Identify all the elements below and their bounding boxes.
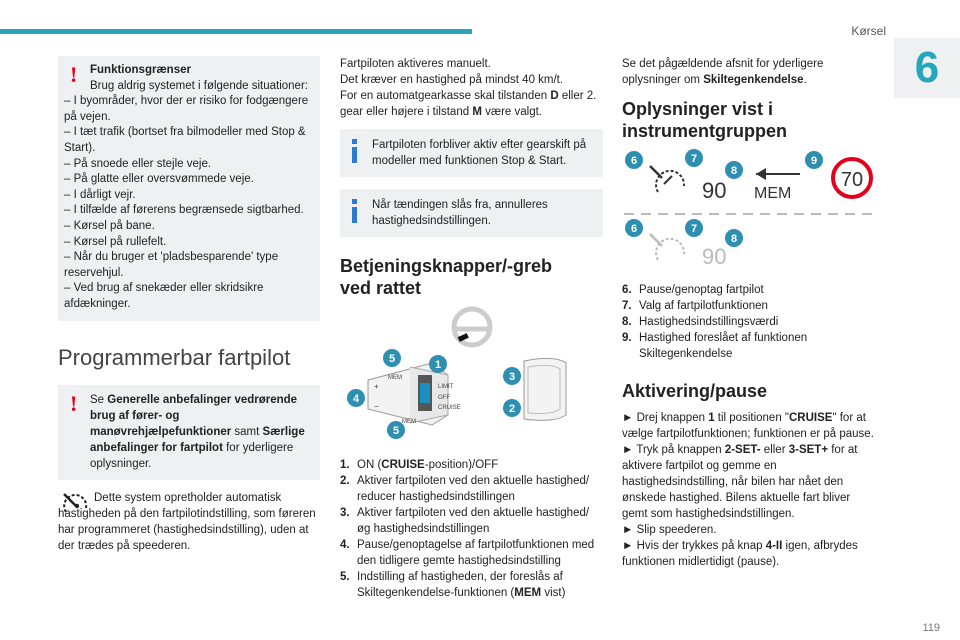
section-heading-display-info: Oplysninger vist i instrumentgruppen	[622, 99, 787, 141]
column-1	[58, 56, 320, 554]
top-accent-bar	[0, 29, 472, 34]
bold: CRUISE	[789, 412, 833, 424]
text: eller	[760, 444, 789, 456]
info-text: Fartpiloten forbliver aktiv efter gearskift på modeller med funktionen Stop & Start.	[372, 139, 587, 167]
callout-9: 9	[810, 155, 818, 167]
warning-line: – I tilfælde af førerens begrænsede sigtbarhed.	[64, 204, 304, 217]
item-text	[357, 569, 603, 601]
info-text: Når tændingen slås fra, annulleres hastighedsindstillingen.	[372, 199, 548, 227]
legend-item	[622, 282, 877, 298]
callout-4: 4	[352, 393, 360, 405]
warning-line: – Ved brug af snekæder eller skridsikre afdækninger.	[64, 282, 264, 310]
bold: 1	[708, 412, 715, 424]
legend-item	[340, 569, 603, 601]
text: Indstilling af hastigheden, der foreslås af Skiltegenkendelse-funktionen (	[357, 571, 563, 599]
limit-label: LIMIT	[438, 384, 454, 390]
info-icon	[352, 199, 357, 223]
text: være valgt.	[481, 106, 542, 118]
item-number: 9.	[622, 332, 632, 344]
bold-ref: Skiltegenkendelse	[703, 74, 804, 86]
mode-m: M	[472, 106, 482, 118]
callout-7: 7	[690, 153, 698, 165]
bold: CRUISE	[381, 459, 425, 471]
text: ON (	[357, 459, 382, 471]
section-title: Kørsel	[851, 24, 886, 38]
set-speed: 90	[702, 178, 727, 203]
item-number: 5.	[340, 571, 350, 583]
warning-line: – På snoede eller stejle veje.	[64, 157, 212, 170]
warning-line: – I dårligt vejr.	[64, 188, 136, 201]
item-text: Hastighed foreslået af funktionen Skiltegenkendelse	[639, 332, 808, 360]
text: eller 2. gear eller højere i tilstand	[340, 90, 597, 118]
item-number: 7.	[622, 300, 632, 312]
item-number: 2.	[340, 475, 350, 487]
callout-7: 7	[690, 223, 698, 235]
text: ► Hvis der trykkes på knap	[622, 540, 766, 552]
legend-item	[622, 314, 877, 330]
item-number: 4.	[340, 539, 350, 551]
section-heading-activation: Aktivering/pause	[622, 381, 768, 401]
bold: 3-SET+	[788, 444, 829, 456]
side-module	[524, 358, 566, 420]
text: for yderligere oplysninger.	[90, 441, 294, 470]
controls-legend	[340, 457, 603, 601]
callout-3: 3	[508, 371, 516, 383]
mem-indicator: MEM	[754, 185, 792, 202]
text: Se det pågældende afsnit for yderligere oplysninger om	[622, 58, 824, 86]
warning-line: – Når du bruger et 'pladsbesparende' type reservehjul.	[64, 251, 279, 279]
display-legend	[622, 282, 877, 362]
item-number: 1.	[340, 459, 350, 471]
text: ► Drej knappen	[622, 412, 709, 424]
callout-8: 8	[730, 233, 738, 245]
warning-icon: !	[70, 62, 78, 87]
text: vist)	[541, 587, 566, 599]
mode-d: D	[550, 90, 559, 102]
plus-label: +	[374, 382, 379, 391]
text: Fartpiloten aktiveres manuelt.	[340, 58, 491, 70]
info-icon	[352, 139, 357, 163]
callout-6: 6	[630, 155, 638, 167]
warning-icon: !	[70, 390, 78, 416]
warning-line: – På glatte eller oversvømmede veje.	[64, 173, 254, 186]
knob-indicator	[420, 383, 430, 403]
info-box-stop-start	[340, 129, 603, 177]
callout-2: 2	[508, 403, 516, 415]
off-label: OFF	[438, 395, 450, 401]
item-number: 8.	[622, 316, 632, 328]
bold: 2-SET-	[724, 444, 761, 456]
item-text: Valg af fartpilotfunktionen	[639, 300, 768, 312]
warning-line: Brug aldrig systemet i følgende situationer:	[90, 79, 308, 92]
step	[622, 410, 877, 442]
column-3	[622, 56, 877, 570]
text: Det kræver en hastighed på mindst 40 km/t.	[340, 74, 564, 86]
item-number: 3.	[340, 507, 350, 519]
text: " for at vælge fartpilotfunktionen; funktionen er på pause.	[622, 412, 874, 440]
section-heading-controls: Betjeningsknapper/-greb ved rattet	[340, 256, 553, 298]
cruise-label: CRUISE	[438, 405, 461, 411]
text: .	[803, 74, 807, 86]
display-illustration	[622, 148, 877, 268]
legend-item	[340, 457, 603, 473]
item-text: Aktiver fartpiloten ved den aktuelle hastighed/ øg hastighedsindstillingen	[357, 507, 590, 535]
step	[622, 442, 877, 522]
page-number: 119	[922, 622, 940, 634]
item-text: Aktiver fartpiloten ved den aktuelle hastighed/ reducer hastighedsindstillingen	[357, 475, 590, 503]
callout-5: 5	[388, 353, 396, 365]
text: -position)/OFF	[424, 459, 499, 471]
callout-6: 6	[630, 223, 638, 235]
item-number: 6.	[622, 284, 632, 296]
warning-line: – Kørsel på rullefelt.	[64, 235, 167, 248]
bold: 4-II	[765, 540, 783, 552]
legend-item	[622, 330, 877, 362]
mem-label: MEM	[388, 375, 402, 381]
intro-text	[622, 56, 877, 88]
recommendation-text	[90, 392, 314, 472]
note-text: Dette system opretholder automatisk hastigheden på den fartpilotindstilling, som føreren har programmeret (hastighedsindstilling), uden at der trædes på speederen.	[58, 491, 316, 552]
text: for at aktivere fartpilot og gemme en hastighedsindstilling, når bilen har nået den ønskede hastighed. Bilens aktuelle fart bliver gemt som hastighedsindstillingen.	[622, 444, 858, 520]
mem-label: MEM	[402, 419, 416, 425]
legend-item	[622, 298, 877, 314]
callout-1: 1	[434, 359, 442, 371]
text: ► Tryk på knappen	[622, 444, 725, 456]
minus-label: −	[374, 402, 379, 411]
warning-line: – Kørsel på bane.	[64, 219, 155, 232]
callout-8: 8	[730, 165, 738, 177]
section-heading-programmable-cruise: Programmerbar fartpilot	[58, 344, 291, 370]
column-2	[340, 56, 603, 601]
legend-item	[340, 505, 603, 537]
instrument-display-figure	[622, 148, 877, 268]
warning-box-recommendations	[58, 385, 320, 480]
warning-title: Funktionsgrænser	[90, 64, 191, 76]
cruise-control-icon	[60, 490, 90, 516]
callout-5: 5	[392, 425, 400, 437]
warning-line: – I tæt trafik (bortset fra bilmodeller med Stop & Start).	[64, 126, 306, 154]
item-text: Hastighedsindstillingsværdi	[639, 316, 779, 328]
item-text: Pause/genoptagelse af fartpilotfunktionen med den tidligere gemte hastighedsindstilling	[357, 539, 595, 567]
item-text	[357, 457, 498, 473]
intro-text	[340, 56, 603, 120]
bold: MEM	[514, 587, 542, 599]
text: igen, afbrydes funktionen midlertidigt (pause).	[622, 540, 858, 568]
step	[622, 538, 877, 570]
controls-illustration	[340, 305, 603, 457]
text: For en automatgearkasse skal tilstanden	[340, 90, 551, 102]
step: ► Slip speederen.	[622, 524, 717, 536]
steering-controls-figure	[340, 305, 603, 457]
activation-steps	[622, 410, 877, 570]
text: samt	[231, 425, 263, 438]
note-automatic-speed	[58, 490, 320, 554]
set-speed-paused: 90	[702, 244, 727, 268]
bold-ref: Særlige anbefalinger for fartpilot	[90, 425, 305, 454]
info-box-ignition	[340, 189, 603, 237]
text: Se	[90, 393, 108, 406]
bold-ref: Generelle anbefalinger vedrørende brug af fører- og manøvrehjælpefunktioner	[90, 393, 298, 438]
text: til positionen "	[714, 412, 789, 424]
warning-box-limits	[58, 56, 320, 321]
warning-line: – I byområder, hvor der er risiko for fodgængere på vejen.	[64, 95, 309, 123]
speed-limit-value: 70	[840, 169, 864, 191]
legend-item	[340, 473, 603, 505]
item-text: Pause/genoptag fartpilot	[639, 284, 764, 296]
chapter-tab: 6	[894, 38, 960, 98]
legend-item	[340, 537, 603, 569]
